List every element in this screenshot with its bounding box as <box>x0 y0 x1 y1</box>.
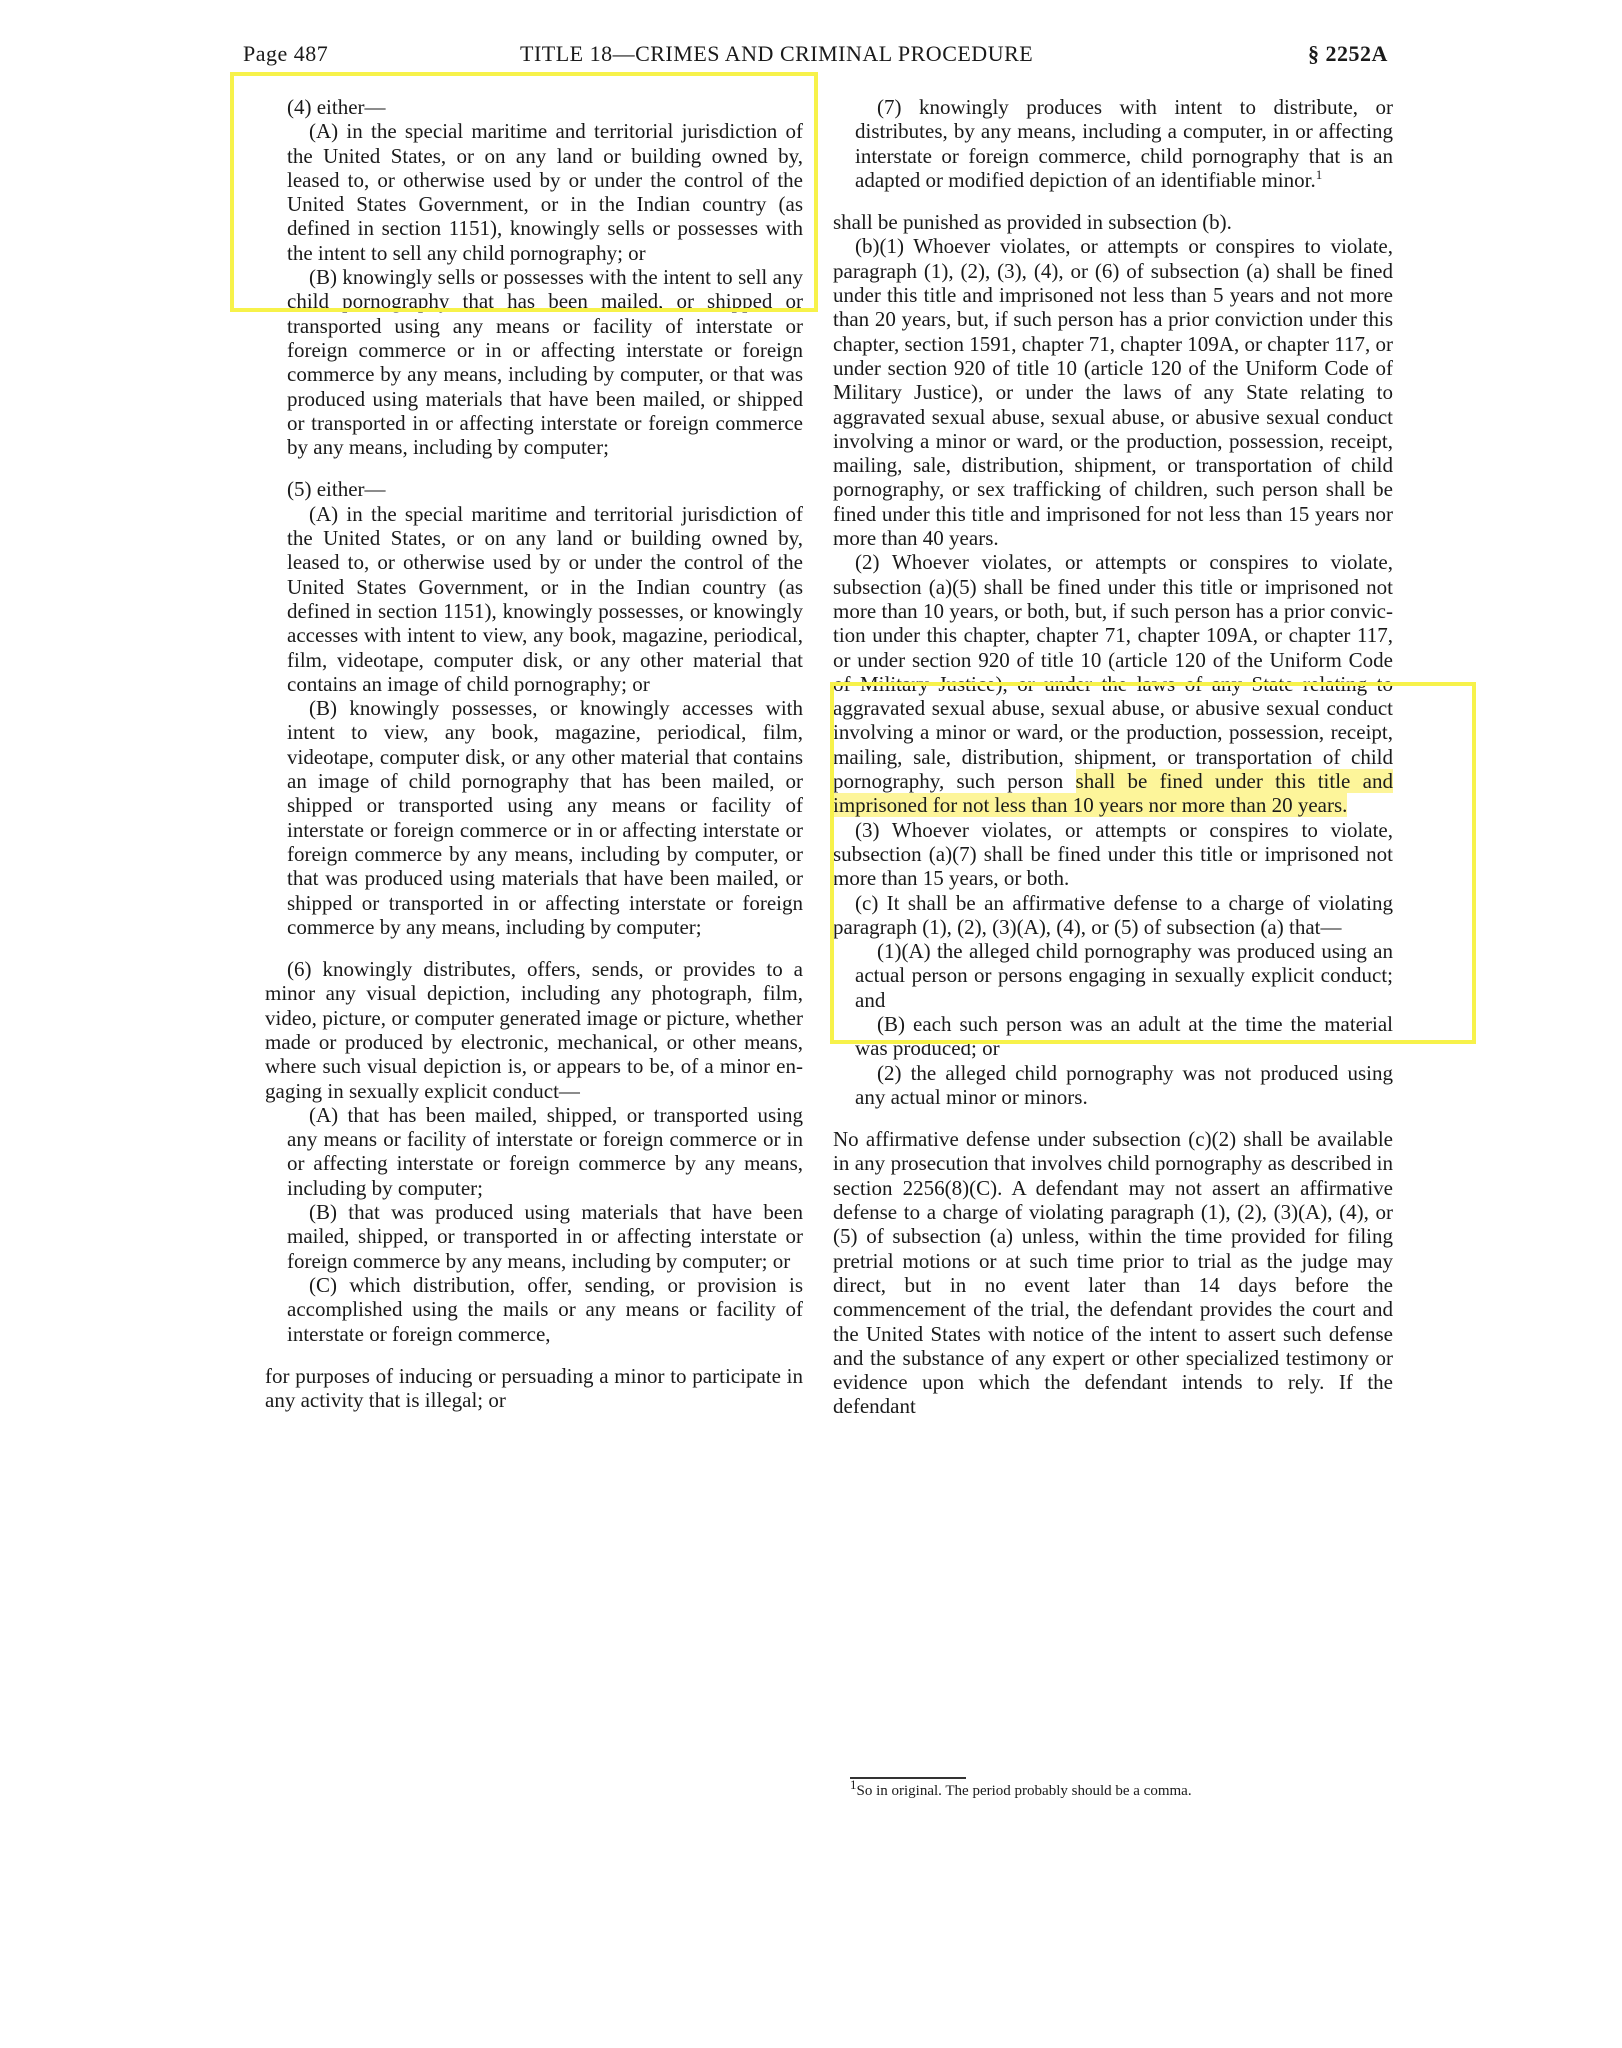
section-number: § 2252A <box>1308 41 1388 66</box>
paragraph-4-intro: (4) either— <box>287 95 386 119</box>
no-affirmative-defense-paragraph: No affirmative defense under subsection (c)(2) shall be available in any prosecution that involves child pornography as described in section 2256(8)(C). A defendant may not assert an affirmative defense to a charge of violating paragraph (1), (2), (3)(A), (4), or (5) of subsection (a) unless, within the time provided for filing pretrial motions or at such time prior to trial as the judge may direct, but in no event later than 14 days before the commencement of the trial, the defendant provides the court and the United States with notice of the intent to assert such defense and the substance of any expert or other specialized testimony or evidence upon which the defendant intends to rely. If the defendant <box>833 1127 1393 1419</box>
paragraph-5-intro: (5) either— <box>287 477 386 502</box>
footnote-divider <box>850 1777 966 1779</box>
punishment-clause: shall be punished as provided in subsection (b). <box>833 210 1232 235</box>
highlighted-penalty-text: shall be fined under this title and imprisoned for not less than 10 years nor more than 20 years. <box>833 769 1393 818</box>
footnote-reference: 1 <box>1315 166 1323 182</box>
paragraph-7 <box>833 95 1393 192</box>
subsection-c: (c) It shall be an affirmative defense to a charge of violating paragraph (1), (2), (3)(A), (4), or (5) of subsection (a) that— <box>833 890 1393 939</box>
footnote <box>850 1777 1192 1800</box>
subsection-b1: (b)(1) Whoever violates, or attempts or conspires to violate, paragraph (1), (2), (3), (4), or (6) of subsection (a) shall be fined under this title and imprisoned not less than 5 years and not more than 20 years, but, if such person has a prior conviction under this chapter, section 1591, chapter 71, chapter 109A, or chapter 117, or under section 920 of title 10 (article 120 of the Uniform Code of Military Justice), or under the laws of any State relating to aggravated sexual abuse, sexual abuse, or abusive sexual conduct involving a minor or ward, or the production, possession, receipt, mailing, sale, distribution, shipment, or transportation of child pornography, or sex trafficking of children, such person shall be fined under this title and imprisoned for not less than 15 years nor more than 40 years. <box>833 234 1393 551</box>
paragraph-6-intro: (6) knowingly distributes, offers, sends, or provides to a minor any visual depiction, including any photograph, film, video, picture, or computer generated image or picture, whether made or produced by electronic, mechanical, or other means, where such visual depiction is, or appears to be, of a minor engaging in sexually explicit conduct— <box>265 957 803 1103</box>
footnote-marker: 1 <box>850 1777 857 1792</box>
paragraph-5B: (B) knowingly possesses, or knowingly accesses with intent to view, any book, magazine, periodical, film, videotape, computer disk, or any other material that contains an image of child pornography that has been mailed, or shipped or transported using any means or facility of interstate or foreign commerce or in or affecting interstate or foreign commerce by any means, including by computer, or that was produced using materials that have been mailed, or shipped or transported in or affecting interstate or foreign commerce by any means, including by computer; <box>287 696 803 939</box>
paragraph-6-closing: for purposes of inducing or persuading a minor to participate in any activity that is illegal; or <box>265 1363 803 1413</box>
page-number: Page 487 <box>243 41 329 66</box>
paragraph-6C: (C) which distribution, offer, sending, or provision is accomplished using the mails or any means or facility of interstate or foreign commerce, <box>287 1272 803 1346</box>
subsection-c1B: (B) each such person was an adult at the time the material was produced; or <box>855 1011 1393 1061</box>
annotation-box-subsection-b2 <box>830 682 1476 1044</box>
paragraph-4B: (B) knowingly sells or possesses with the intent to sell any child pornography that has been mailed, or shipped or transported using any means or facility of interstate or foreign commerce or in or affecting interstate or foreign commerce by any means, including by computer, or that was produced using materials that have been mailed, or shipped or transported in or affecting interstate or foreign commerce by any means, including by computer; <box>287 265 803 460</box>
annotation-box-paragraph-4A <box>230 72 818 312</box>
subsection-c1A: (1)(A) the alleged child pornography was produced using an actual person or persons engaging in sexually explicit conduct; and <box>855 939 1393 1012</box>
running-title: TITLE 18—CRIMES AND CRIMINAL PROCEDURE <box>520 41 1034 66</box>
paragraph-5A: (A) in the special maritime and territorial jurisdiction of the United States, or on any land or building owned by, leased to, or otherwise used by or under the control of the United States Government, or in the Indian country (as defined in section 1151), knowingly possesses, or knowingly accesses with intent to view, any book, magazine, periodical, film, videotape, computer disk, or any other material that contains an image of child pornography; or <box>287 501 803 696</box>
subsection-c2: (2) the alleged child pornography was not produced using any actual minor or minors. <box>855 1060 1393 1109</box>
subsection-b3: (3) Whoever violates, or attempts or conspires to violate, subsection (a)(7) shall be fined under this title or imprisoned not more than 15 years, or both. <box>833 817 1393 891</box>
footnote-text: So in original. The period probably should be a comma. <box>856 1783 1192 1799</box>
paragraph-7-text: (7) knowingly produces with intent to distribute, or distributes, by any means, including a computer, in or affecting interstate or foreign commerce, child pornography that is an adapted or modified depiction of an identifiable minor. <box>855 95 1393 192</box>
paragraph-6B: (B) that was produced using materials that have been mailed, shipped, or transported in or affecting interstate or foreign commerce by any means, including by computer; or <box>287 1200 803 1273</box>
subsection-b2-text: (2) Whoever violates, or attempts or conspires to violate, subsection (a)(5) shall be fined under this title or imprisoned not more than 10 years, or both, but, if such person has a prior conviction under this chapter, chapter 71, chapter 109A, or chapter 117, or under section 920 of title 10 (article 120 of the Uniform Code of Military Justice), or under the laws of any State relating to aggravated sexual abuse, sexual abuse, or abusive sexual conduct involving a minor or ward, or the production, possession, receipt, mailing, sale, distribution, shipment, or transportation of child pornography, such person <box>833 550 1393 794</box>
paragraph-4A: (A) in the special maritime and territorial jurisdiction of the United States, or on any land or building owned by, leased to, or otherwise used by or under the control of the United States Government, or in the Indian country (as defined in section 1151), knowingly sells or possesses with the intent to sell any child pornography; or <box>287 119 803 265</box>
paragraph-6A: (A) that has been mailed, shipped, or transported using any means or facility of interstate or foreign commerce or in or affecting interstate or foreign commerce by any means, including by computer; <box>287 1102 803 1200</box>
